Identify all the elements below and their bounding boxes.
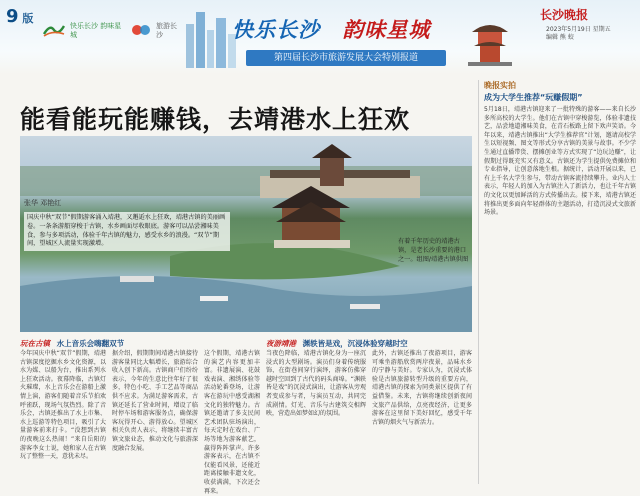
banner-title-part1: 快乐长沙 [232,17,320,42]
tourism-logo-icon [130,22,152,38]
section-tag-1: 玩在古镇 [20,339,50,348]
issue-date: 2023年5月19日 星期五 [546,26,611,33]
festival-logo-icon [42,22,66,38]
banner-subtitle: 第四届长沙市旅游发展大会特别报道 [246,50,446,66]
tourism-logo-text: 旅游长沙 [156,22,177,39]
sidebar-body: 5月18日，靖港古镇迎来了一批特殊的游客——来自长沙多所高校的大学生。他们在古镇中穿梭游览，体验非遗技艺，品尝地道湘味美食，在青石板路上留下欢声笑语。今年以来，靖港古镇推出“大学生推荐官”计划，邀请高校学生以短视频、图文等形式分享古镇的美景与故事。不少学生通过直播带货、摆摊创业等方式实现了“边玩边赚”，让假期过得既充实又有意义。古镇还为学生提供免费摊位和专业指导，让创意落地生根。据统计，活动开展以来，已有上千名大学生参与，带动古镇客流持续攀升。业内人士表示，年轻人的加入为古镇注入了新活力，也让千年古镇的文化以更加鲜活的方式传播出去。接下来，靖港古镇还将推出更多面向年轻群体的主题活动，打造沉浸式文旅新场景。 [484,106,636,217]
sidebar-title: 成为大学生推荐“玩赚假期” [484,93,583,102]
photo-caption-right: 有着千年历史的靖港古镇，是老长沙重要的港口之一。组图/靖港古镇供图 [398,238,469,263]
festival-logo-text: 快乐长沙 韵味星城 [70,22,122,39]
section-head-2 [266,338,408,349]
pavilion-illustration-icon [468,14,512,66]
body-column-5: 此外，古镇还推出了夜游项目，游客可乘坐游船欣赏两岸夜景，品味水乡的宁静与美好。专家认为，沉浸式体验是古镇旅游转型升级的重要方向，靖港古镇的探索为同类景区提供了有益借鉴。未来，古镇将继续创新夜间文旅产品供给，点亮夜经济，让更多游客在这里留下美好回忆，感受千年古镇的烟火气与新活力。 [372,350,472,426]
column-divider [478,80,479,484]
photo-credit: 张华 邓艳红 [24,199,62,207]
issue-meta [546,26,611,42]
city-skyline-icon [180,4,240,68]
section-head-1 [20,338,124,349]
issue-editor: 编辑 熊 蛟 [546,34,574,41]
body-column-2: 据介绍，假期期间靖港古镇接待游客量同比大幅增长，旅游综合收入创下新高。古镇商户们纷纷表示，今年的生意比往年好了很多，特色小吃、手工艺品等商品供不应求。为满足游客需求，古镇还延长了营业时间，增设了临时停车场和游客服务点，确保游客玩得开心、游得放心。望城区相关负责人表示，将继续丰富古镇文旅业态，推动文化与旅游深度融合发展。 [112,350,198,452]
banner-title [232,14,430,44]
page-number-value: 9 [6,6,19,27]
body-column-4: 当夜色降临，靖港古镇化身为一座沉浸式的大型剧场。演员们身着传统服饰，在街巷间穿行演绎，游客仿佛穿越时空回到了古代的码头商埠。“渊轶皆是戏”的沉浸式演出，让游客从旁观者变成参与者，与演员互动，共同完成剧情。灯光、音乐与古建筑交相辉映，营造出如梦如幻的氛围。 [266,350,366,418]
body-column-3: 这个假期，靖港古镇的演艺内容更加丰富。非遗展演、花鼓戏表演、湘绣体验等活动轮番登场，让游客在游玩中感受湖湘文化的独特魅力。古镇还邀请了多支民间艺术团队驻场演出，每天定时在戏台、广场等地为游客献艺，赢得阵阵掌声。许多游客表示，在古镇不仅能看风景，还能近距离接触非遗文化，收获满满，下次还会再来。 [204,350,260,495]
top-banner [0,0,640,74]
article-headline: 能看能玩能赚钱，去靖港水上狂欢 [20,105,411,134]
page-number [6,6,33,27]
paper-masthead: 长沙晚报 [540,8,589,22]
page-number-label: 版 [22,12,34,25]
body-column-1: 今年国庆中秋“双节”假期，靖港古镇深度挖掘水乡文化资源，以水为媒、以船为台，推出系列水上狂欢活动。夜幕降临，古镇灯火璀璨，水上音乐会在游船上激情上演，游客们随着音乐节拍欢呼雀跃，现场气氛热烈。除了音乐会，古镇还推出了水上市集、水上巡游等特色项目，吸引了大量游客前来打卡。“没想到古镇的夜晚这么热闹！”来自岳阳的游客李女士说，她和家人在古镇玩了整整一天，意犹未尽。 [20,350,106,461]
section-title-1: 水上音乐会嗨翻双节 [56,339,125,348]
sidebar-label: 晚报实拍 [484,81,516,90]
photo-caption: 国庆中秋“双节”假期游客涌入靖港，又邂逅水上狂欢，靖港古镇的美丽画卷。一条条游船穿梭于古镇，水乡画面尽收眼底。游客可以品尝湘味美食，参与多项活动，体验千年古镇的魅力，感受水乡的浪漫。“双节”期间，望城区人流量实现激增。 [24,212,230,251]
banner-title-part2: 韵味星城 [342,17,431,42]
section-title-2: 渊轶皆是戏，沉浸体验穿越时空 [302,339,408,348]
section-tag-2: 夜游靖港 [266,339,296,348]
